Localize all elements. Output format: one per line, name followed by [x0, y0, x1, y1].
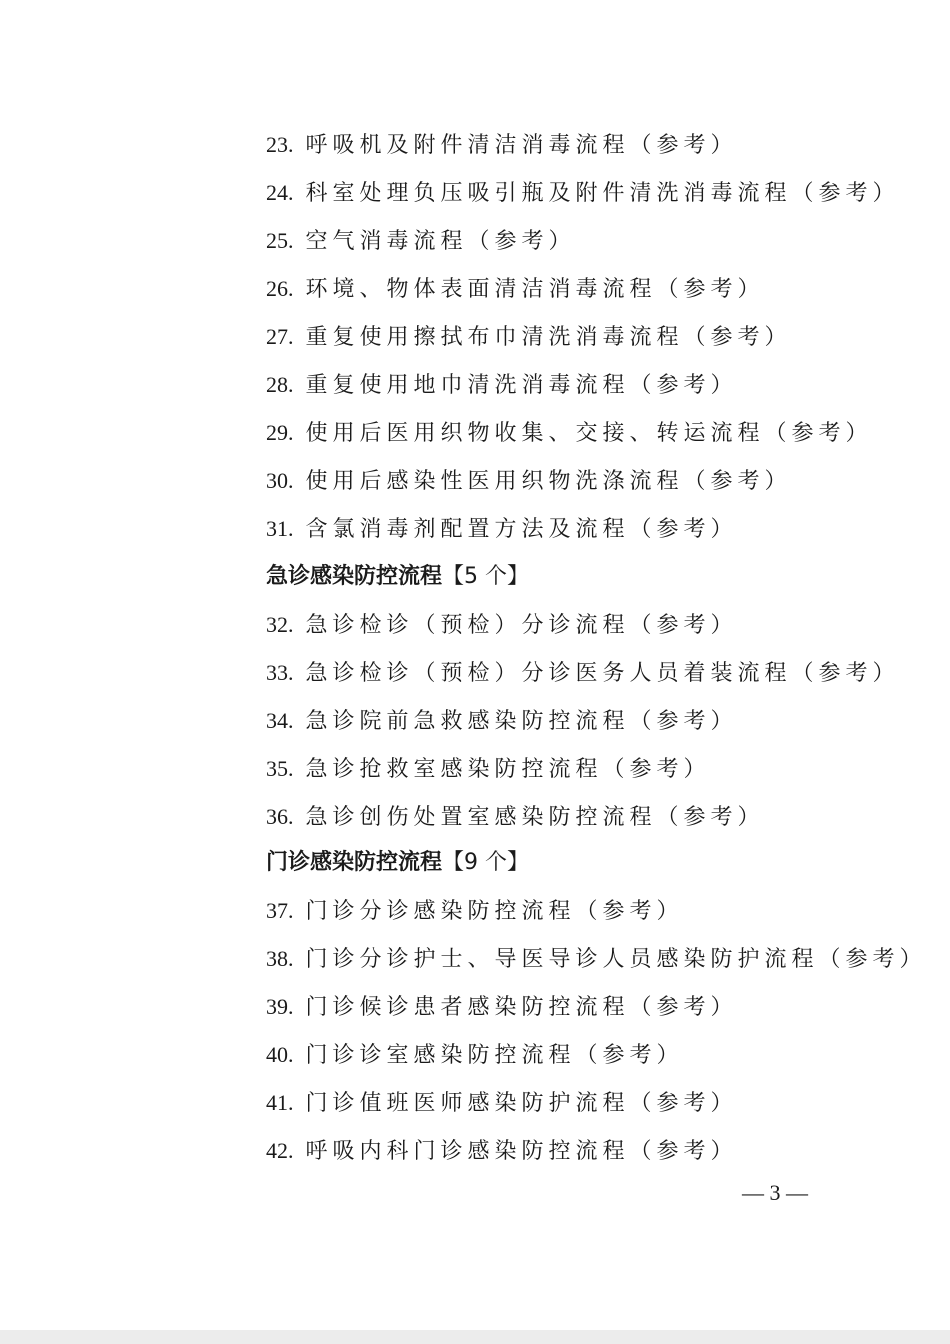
- list-item: [266, 370, 738, 400]
- page-number: — 3 —: [742, 1180, 808, 1205]
- item-text: 急诊院前急救感染防控流程（参考）: [305, 709, 738, 734]
- item-text: 使用后感染性医用织物洗涤流程（参考）: [305, 469, 792, 494]
- item-number: 31.: [266, 516, 294, 541]
- list-item: [266, 130, 738, 160]
- item-text: 呼吸机及附件清洁消毒流程（参考）: [305, 133, 738, 158]
- list-item: [266, 178, 900, 208]
- section-count: 【5 个】: [442, 564, 530, 589]
- scan-edge: [0, 1330, 950, 1344]
- item-text: 急诊检诊（预检）分诊医务人员着装流程（参考）: [305, 661, 900, 686]
- item-number: 39.: [266, 994, 294, 1019]
- section-heading-outpatient: [266, 848, 529, 878]
- item-text: 门诊值班医师感染防护流程（参考）: [305, 1091, 738, 1116]
- item-number: 34.: [266, 708, 294, 733]
- item-text: 门诊分诊护士、导医导诊人员感染防护流程（参考）: [305, 947, 927, 972]
- section-title: 急诊感染防控流程: [266, 564, 443, 589]
- section-count: 【9 个】: [442, 850, 530, 875]
- list-item: [266, 896, 684, 926]
- list-item: [266, 274, 765, 304]
- list-item: [266, 1088, 738, 1118]
- list-item: [266, 322, 792, 352]
- item-text: 门诊诊室感染防控流程（参考）: [305, 1043, 684, 1068]
- item-text: 门诊分诊感染防控流程（参考）: [305, 899, 684, 924]
- item-number: 32.: [266, 612, 294, 637]
- item-number: 37.: [266, 898, 294, 923]
- item-number: 24.: [266, 180, 294, 205]
- list-item: [266, 802, 765, 832]
- list-item: [266, 754, 711, 784]
- list-item: [266, 1136, 738, 1166]
- item-number: 26.: [266, 276, 294, 301]
- list-item: [266, 610, 738, 640]
- item-text: 急诊创伤处置室感染防控流程（参考）: [305, 805, 765, 830]
- item-number: 41.: [266, 1090, 294, 1115]
- item-number: 36.: [266, 804, 294, 829]
- list-item: [266, 944, 927, 974]
- list-item: [266, 658, 900, 688]
- item-text: 重复使用擦拭布巾清洗消毒流程（参考）: [305, 325, 792, 350]
- list-item: [266, 706, 738, 736]
- item-number: 42.: [266, 1138, 294, 1163]
- item-text: 急诊抢救室感染防控流程（参考）: [305, 757, 711, 782]
- item-text: 环境、物体表面清洁消毒流程（参考）: [305, 277, 765, 302]
- item-number: 27.: [266, 324, 294, 349]
- item-text: 急诊检诊（预检）分诊流程（参考）: [305, 613, 738, 638]
- list-item: [266, 418, 873, 448]
- item-number: 38.: [266, 946, 294, 971]
- list-item: [266, 466, 792, 496]
- section-heading-emergency: [266, 562, 529, 592]
- item-text: 含氯消毒剂配置方法及流程（参考）: [305, 517, 738, 542]
- item-text: 科室处理负压吸引瓶及附件清洗消毒流程（参考）: [305, 181, 900, 206]
- item-text: 重复使用地巾清洗消毒流程（参考）: [305, 373, 738, 398]
- item-text: 使用后医用织物收集、交接、转运流程（参考）: [305, 421, 873, 446]
- item-number: 30.: [266, 468, 294, 493]
- list-item: [266, 1040, 684, 1070]
- item-number: 33.: [266, 660, 294, 685]
- item-text: 空气消毒流程（参考）: [305, 229, 576, 254]
- list-item: [266, 514, 738, 544]
- list-item: [266, 226, 576, 256]
- item-text: 门诊候诊患者感染防控流程（参考）: [305, 995, 738, 1020]
- list-item: [266, 992, 738, 1022]
- item-number: 40.: [266, 1042, 294, 1067]
- item-number: 29.: [266, 420, 294, 445]
- item-number: 25.: [266, 228, 294, 253]
- item-number: 23.: [266, 132, 294, 157]
- item-text: 呼吸内科门诊感染防控流程（参考）: [305, 1139, 738, 1164]
- section-title: 门诊感染防控流程: [266, 850, 443, 875]
- item-number: 35.: [266, 756, 294, 781]
- item-number: 28.: [266, 372, 294, 397]
